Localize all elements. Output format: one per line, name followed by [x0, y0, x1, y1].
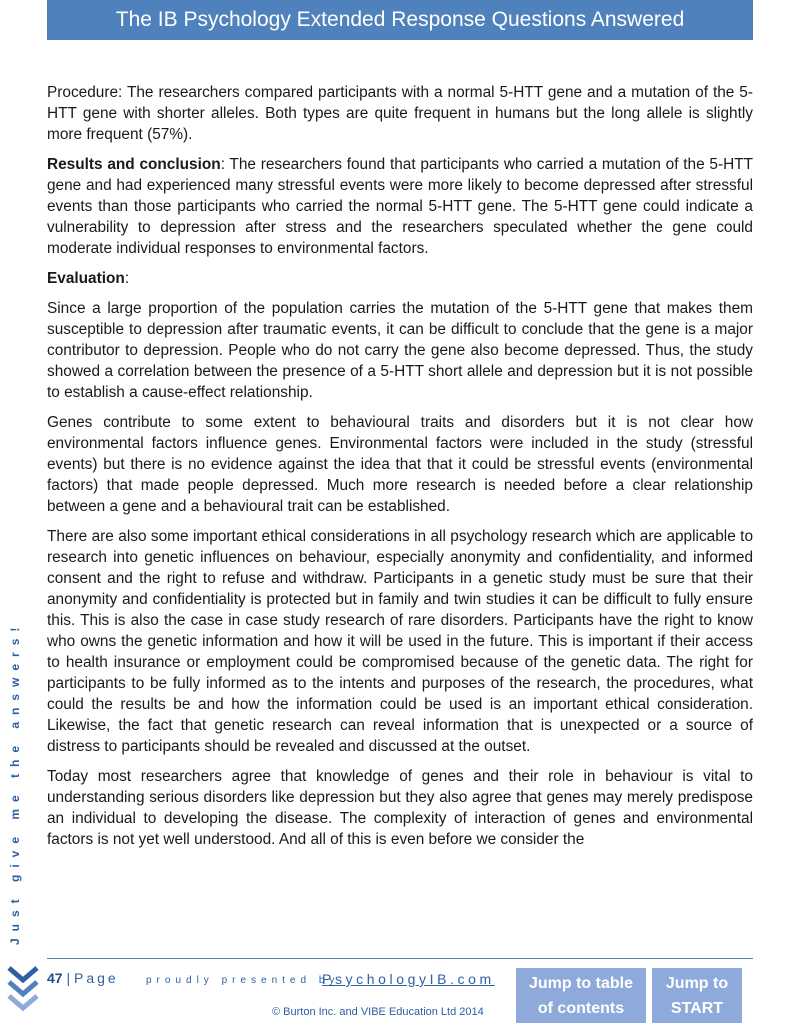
page-number: [47, 970, 119, 986]
presented-by-text: proudly presented by: [146, 975, 340, 986]
evaluation-label: Evaluation: [47, 270, 125, 287]
toc-button-line2: of contents: [537, 999, 625, 1017]
toc-button-line1: Jump to table: [528, 974, 633, 992]
results-label: Results and conclusion: [47, 156, 221, 173]
evaluation-colon: :: [124, 270, 130, 287]
copyright-text: © Burton Inc. and VIBE Education Ltd 2014: [272, 1006, 484, 1018]
header-title: The IB Psychology Extended Response Questions Answered: [115, 8, 685, 31]
page-word: Page: [74, 970, 119, 986]
ethics-paragraph: There are also some important ethical considerations in all psychology research which are applicable to research into genetic influences on behaviour, especially anonymity and confidentiality, and informed consent and the right to refuse and withdraw. Participants in a genetic study must be sure that their anonymity and confidentiality is protected but in family and twin studies it can be difficult to fully ensure this. This is also the case in case study research of rare disorders. Participants have the right to know who owns the genetic information and how it will be used in the future. This is important if their access to health insurance or employment could be compromised because of the genetic data. The right for participants to be fully informed as to the intents and purposes of the research, the procedures, what could the results be and how the information could be used is an important ethical consideration. Likewise, the fact that genetic research can reveal information that is unexpected or a source of distress to participants should be revealed and discussed at the outset.: [47, 528, 753, 755]
footer-divider: [47, 958, 753, 959]
results-paragraph: [47, 154, 753, 259]
evaluation-paragraph-1: Since a large proportion of the population carries the mutation of the 5-HTT gene that makes them susceptible to depression after traumatic events, it can be difficult to conclude that the gene is a major contributor to depression. People who do not carry the gene also become depressed. Thus, the study showed a correlation between the presence of a 5-HTT short allele and depression but it is not possible to establish a cause-effect relationship.: [47, 300, 753, 401]
page-separator: |: [62, 970, 74, 986]
page-number-value: 47: [47, 970, 63, 986]
evaluation-paragraph-2: Genes contribute to some extent to behavioural traits and disorders but it is not clear how environmental factors influence genes. Environmental factors were included in the study (stressful events) but there is no evidence against the idea that that it could be stressful events (environmental factors) that made people depressed. Much more research is needed before a clear relationship between a gene and a behavioural trait can be established.: [47, 414, 753, 515]
start-button-line2: START: [670, 999, 724, 1017]
jump-to-start-button[interactable]: [652, 968, 742, 1023]
start-button-line1: Jump to: [665, 974, 729, 992]
site-link[interactable]: PsychologyIB.com: [322, 971, 495, 987]
procedure-paragraph: Procedure: The researchers compared participants with a normal 5-HTT gene and a mutation of the 5-HTT gene with shorter alleles. Both types are quite frequent in humans but the long allele is slightly more frequent (57%).: [47, 84, 753, 143]
page-header: [47, 0, 753, 40]
jump-to-toc-button[interactable]: [516, 968, 646, 1023]
results-text: : The researchers found that participants who carried a mutation of the 5-HTT gene and had experienced many stressful events were more likely to become depressed after stressful events than those participants who carried the normal 5-HTT gene. The 5-HTT gene could indicate a vulnerability to depression after stress and the researchers speculated whether the gene could moderate individual responses to environmental factors.: [47, 156, 753, 257]
evaluation-heading: [47, 268, 753, 289]
sidebar-tagline: Just give me the answers!: [8, 620, 22, 945]
closing-paragraph: Today most researchers agree that knowledge of genes and their role in behaviour is vital to understanding serious disorders like depression but they also agree that genes may merely predispose an individual to developing the disease. The complexity of interaction of genes and environmental factors is not yet well understood. And all of this is even before we consider the: [47, 768, 753, 848]
document-body: [47, 82, 753, 859]
chevron-down-icon: [6, 964, 40, 1016]
